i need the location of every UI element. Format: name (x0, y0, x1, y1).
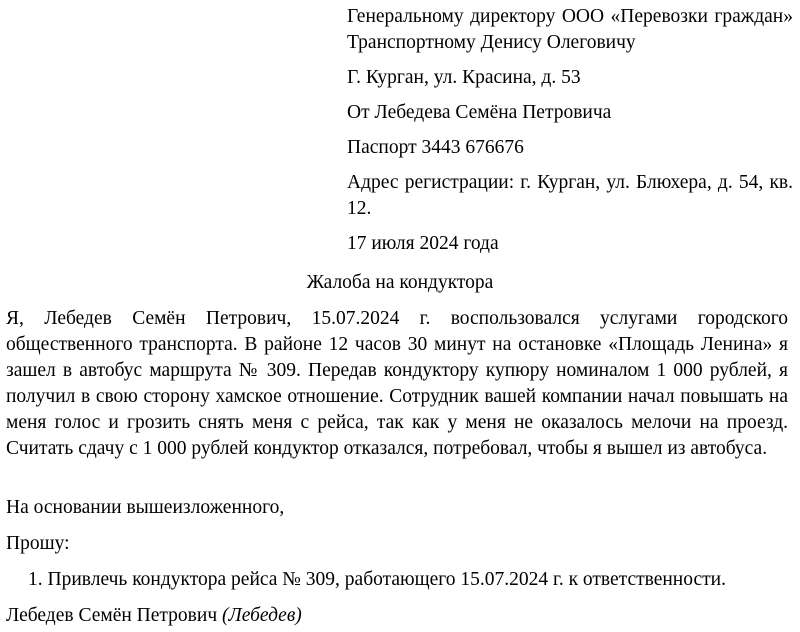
complaint-body: Я, Лебедев Семён Петрович, 15.07.2024 г. воспользовался услугами городского общественного транспорта. В районе 12 часов 30 минут на остановке «Площадь Ленина» я зашел в автобус маршрута № 309. Передав кондуктору купюру номиналом 1 000 рублей, я получил в свою сторону хамское отношение. Сотрудник вашей компании начал повышать на меня голос и грозить снять меня с рейса, так как у меня не оказалось мелочи на проезд. Считать сдачу с 1 000 рублей кондуктор отказался, потребовал, чтобы я вышел из автобуса. (6, 308, 788, 459)
recipient-line: Генеральному директору ООО «Перевозки граждан» Транспортному Денису Олеговичу (347, 6, 793, 53)
addressee-block (347, 4, 793, 266)
signature-name: Лебедев Семён Петрович (6, 605, 218, 626)
basis-line: На основании вышеизложенного, (6, 497, 285, 518)
request-item-number: 1. (28, 569, 43, 590)
document-title: Жалоба на кондуктора (306, 272, 494, 293)
request-item-text: Привлечь кондуктора рейса № 309, работающего 15.07.2024 г. к ответственности. (47, 569, 726, 590)
sender-line: От Лебедева Семёна Петровича (347, 102, 612, 123)
document-date: 17 июля 2024 года (347, 233, 499, 254)
registration-address: Адрес регистрации: г. Курган, ул. Блюхера, д. 54, кв. 12. (347, 172, 793, 219)
request-list (28, 567, 726, 593)
passport-line: Паспорт 3443 676676 (347, 137, 524, 158)
request-label: Прошу: (6, 533, 70, 554)
signature-line (6, 603, 302, 629)
recipient-address: Г. Курган, ул. Красина, д. 53 (347, 67, 581, 88)
signature-handwritten: (Лебедев) (222, 605, 302, 626)
